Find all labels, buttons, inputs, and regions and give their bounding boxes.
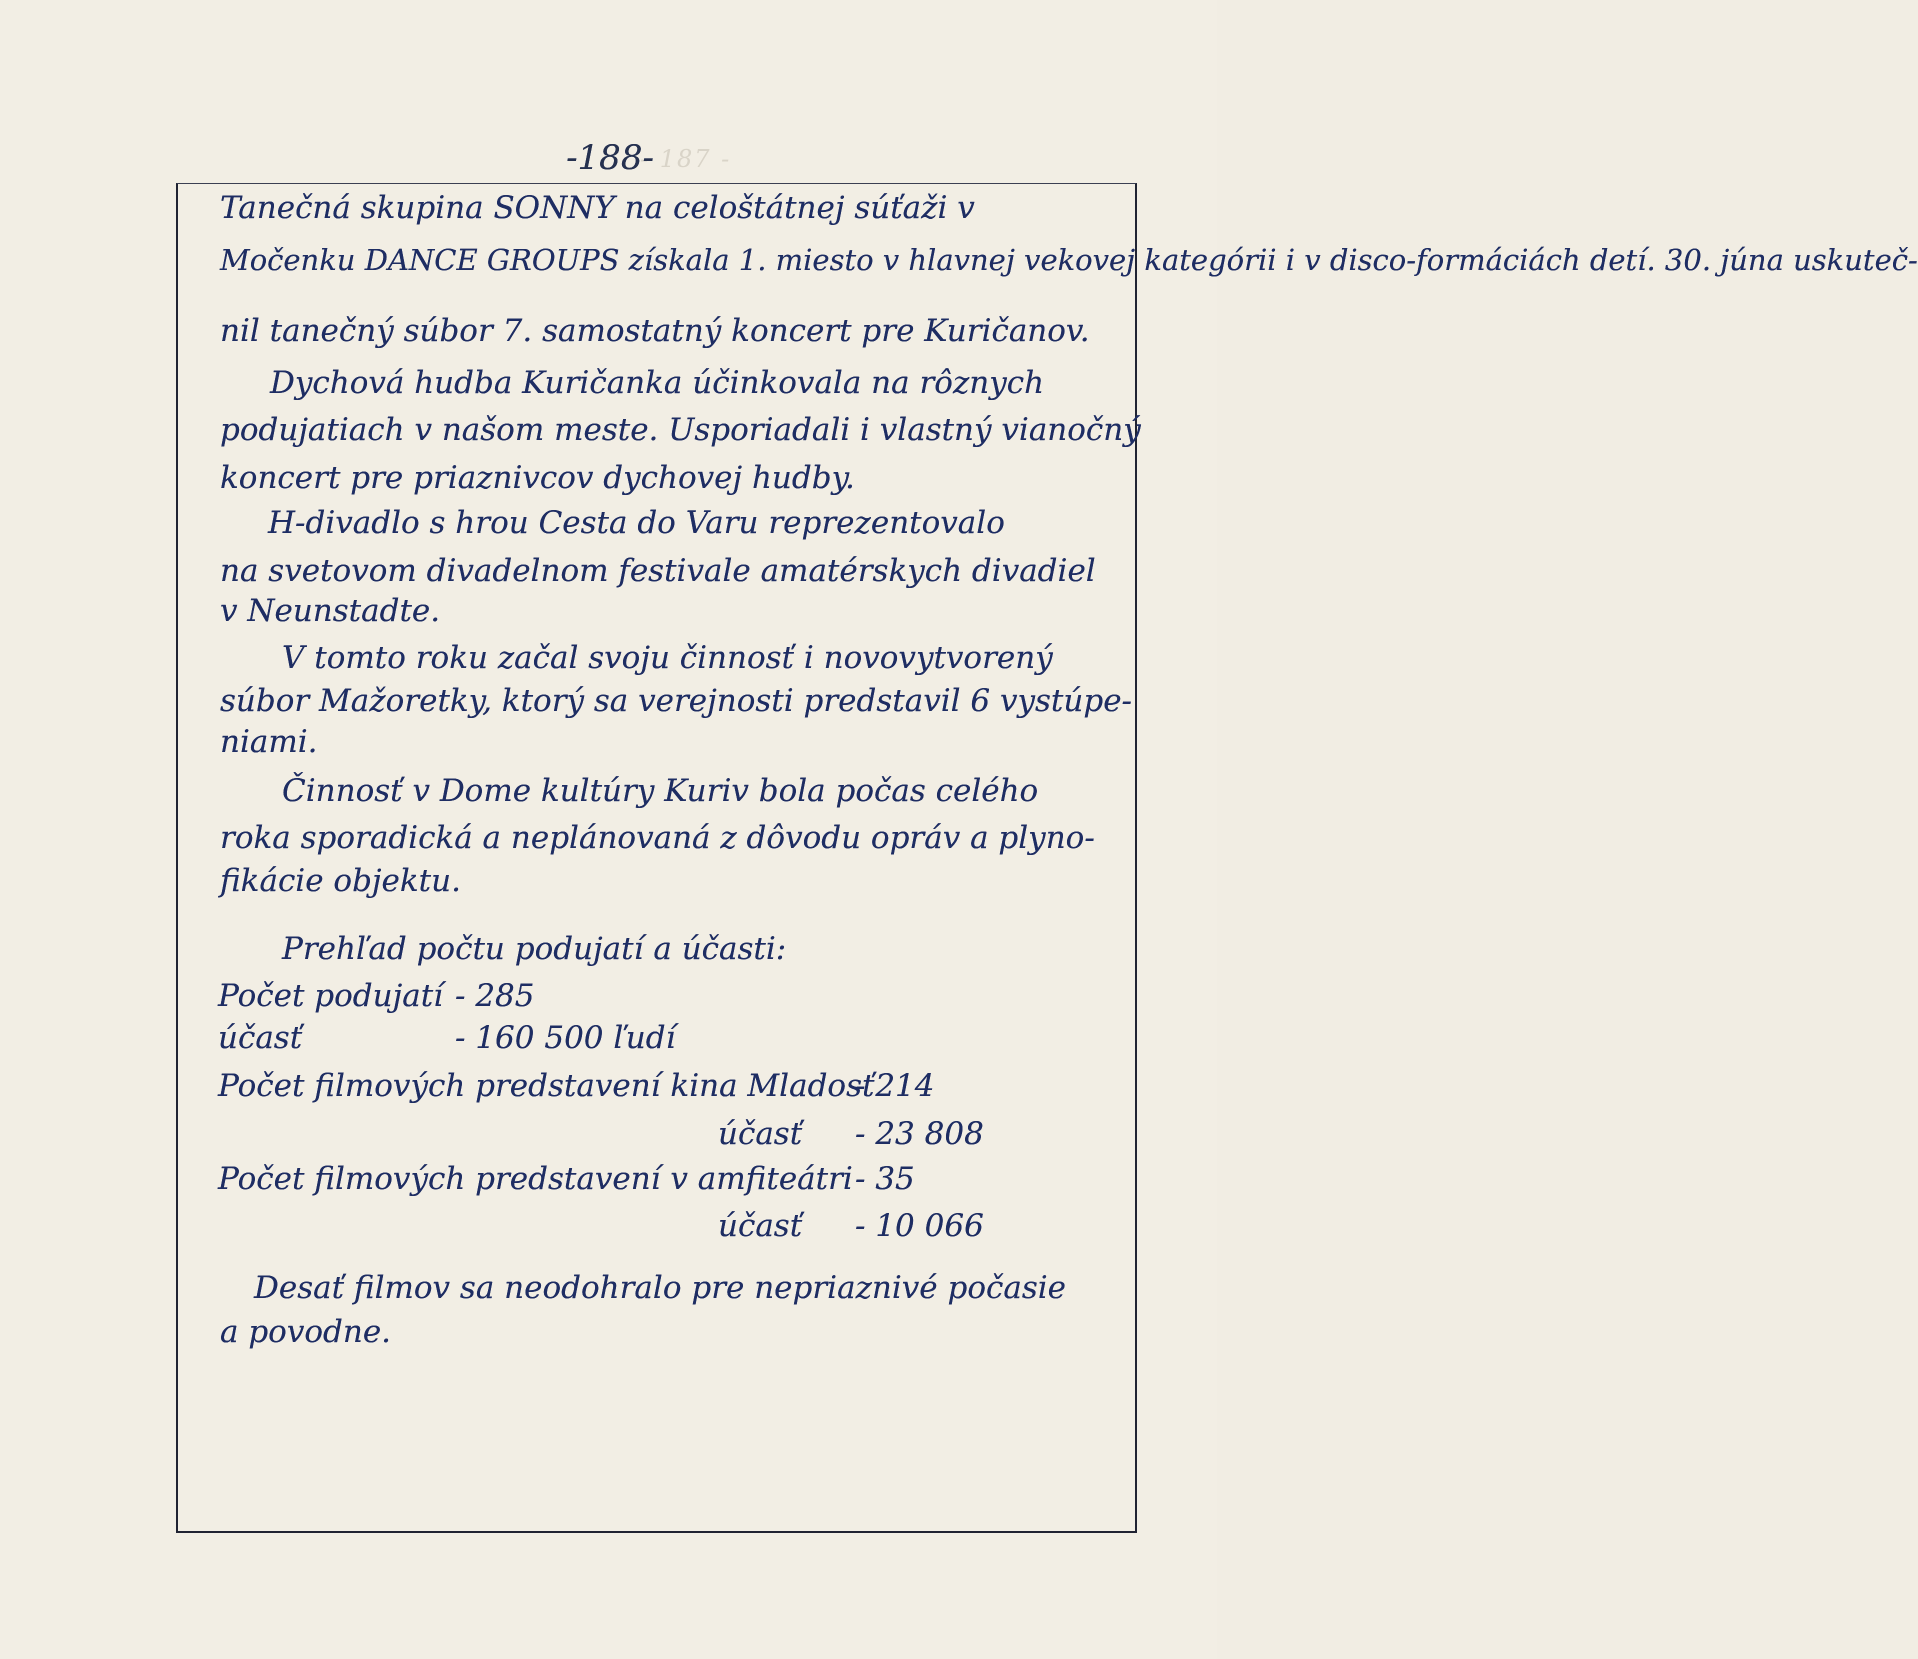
- bleed-through-page-number: - 187 -: [640, 145, 732, 173]
- amphitheatre-attendance-label: účasť: [718, 1208, 803, 1244]
- paragraph-brass-line-2: podujatiach v našom meste. Usporiadali i vlastný vianočný: [220, 412, 1141, 448]
- cinema-label: Počet filmových predstavení kina Mladosť: [218, 1068, 875, 1104]
- paragraph-theatre-line-1: H-divadlo s hrou Cesta do Varu reprezentovalo: [268, 505, 1005, 541]
- cinema-attendance-label: účasť: [718, 1116, 803, 1152]
- closing-line-1: Desať filmov sa neodohralo pre nepriaznivé počasie: [254, 1270, 1067, 1306]
- attendance-label: účasť: [218, 1020, 303, 1056]
- paragraph-brass-line-3: koncert pre priaznivcov dychovej hudby.: [220, 460, 855, 496]
- amphitheatre-attendance-value: - 10 066: [855, 1208, 984, 1244]
- paragraph-brass-line-1: Dychová hudba Kuričanka účinkovala na rôznych: [270, 365, 1045, 401]
- paragraph-majorettes-line-2: súbor Mažoretky, ktorý sa verejnosti predstavil 6 vystúpe-: [220, 683, 1133, 719]
- paragraph-theatre-line-3: v Neunstadte.: [220, 593, 441, 629]
- closing-line-2: a povodne.: [220, 1314, 392, 1350]
- paragraph-dance-line-1: Tanečná skupina SONNY na celoštátnej súťaži v: [220, 190, 975, 226]
- events-value: - 285: [455, 978, 535, 1014]
- paragraph-majorettes-line-1: V tomto roku začal svoju činnosť i novovytvorený: [282, 640, 1053, 676]
- overview-heading: Prehľad počtu podujatí a účasti:: [282, 931, 787, 967]
- paragraph-theatre-line-2: na svetovom divadelnom festivale amatérskych divadiel: [220, 553, 1096, 589]
- events-label: Počet podujatí: [218, 978, 444, 1014]
- paragraph-culture-house-line-1: Činnosť v Dome kultúry Kuriv bola počas celého: [282, 773, 1039, 809]
- paragraph-culture-house-line-2: roka sporadická a neplánovaná z dôvodu opráv a plyno-: [220, 820, 1095, 856]
- paragraph-dance-line-2: Močenku DANCE GROUPS získala 1. miesto v hlavnej vekovej kategórii i v disco-formáciách detí. 30. júna uskuteč-: [220, 243, 1918, 277]
- paragraph-culture-house-line-3: fikácie objektu.: [220, 863, 461, 899]
- amphitheatre-value: - 35: [855, 1161, 915, 1197]
- cinema-value: - 214: [855, 1068, 935, 1104]
- page-number: -188-: [566, 138, 654, 178]
- paragraph-majorettes-line-3: niami.: [220, 724, 318, 760]
- cinema-attendance-value: - 23 808: [855, 1116, 984, 1152]
- amphitheatre-label: Počet filmových predstavení v amfiteátri: [218, 1161, 853, 1197]
- paragraph-dance-line-3: nil tanečný súbor 7. samostatný koncert pre Kuričanov.: [220, 313, 1090, 349]
- attendance-value: - 160 500 ľudí: [455, 1020, 676, 1056]
